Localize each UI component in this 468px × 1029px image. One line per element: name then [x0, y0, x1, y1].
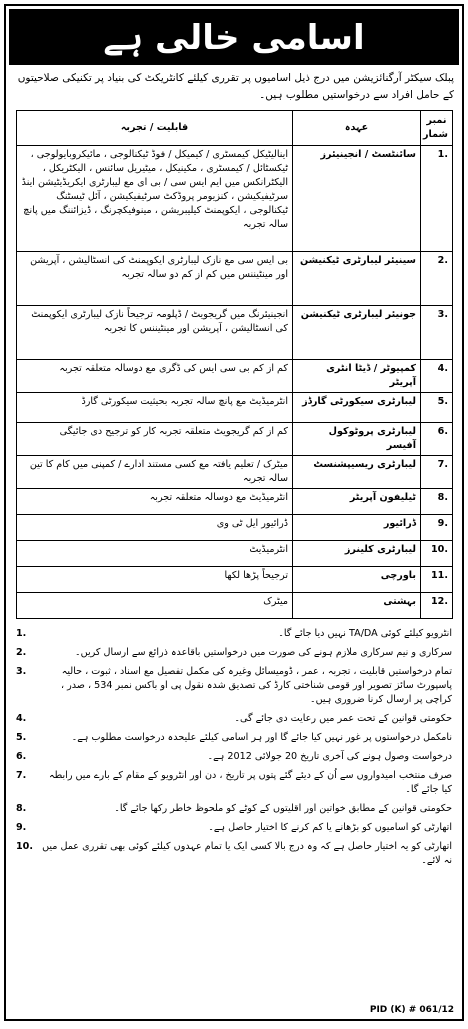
list-item	[16, 627, 452, 641]
table-row	[17, 146, 453, 252]
item-text: حکومتی قوانین کے مطابق خواتین اور اقلیتوں کے کوٹے کو ملحوظ خاطر رکھا جائے گا۔	[114, 803, 452, 814]
item-text: سرکاری و نیم سرکاری ملازم ہونے کی صورت میں درخواستیں باقاعدہ ذرائع سے ارسال کریں۔	[75, 647, 452, 658]
row-post: کمپیوٹر / ڈیٹا انٹری آپریٹر	[293, 360, 421, 393]
header-qualification: قابلیت / تجربہ	[17, 111, 293, 146]
item-text: تمام درخواستیں قابلیت ، تجربہ ، عمر ، ڈومیسائل وغیرہ کی مکمل تفصیل مع اسناد ، ثبوت ، حالیہ پاسپورٹ سائز تصویر اور قومی شناختی کارڈ کی تصدیق شدہ نقول پی او باکس نمبر 534 ، صدر ، کراچی پر ارسال کرنا ضروری ہیں۔	[60, 666, 452, 705]
item-text: اتھارٹی کو اسامیوں کو بڑھانے یا کم کرنے کا اختیار حاصل ہے۔	[208, 822, 452, 833]
row-qualification: انٹرمیڈیٹ مع دوسالہ متعلقہ تجربہ	[17, 489, 293, 515]
header-serial-number: نمبر شمار	[421, 111, 453, 146]
item-text: اتھارٹی کو یہ اختیار حاصل ہے کہ وہ درج بالا کسی ایک یا تمام عہدوں کیلئے کوئی بھی تقرری عمل میں نہ لائے۔	[42, 841, 452, 866]
header-post: عہدہ	[293, 111, 421, 146]
table-row	[17, 593, 453, 619]
row-qualification: کم از کم گریجویٹ متعلقہ تجربہ کار کو ترجیح دی جائیگی	[17, 423, 293, 456]
table-row	[17, 306, 453, 360]
row-post: بہشتی	[293, 593, 421, 619]
row-number: 11.	[421, 567, 453, 593]
row-qualification: انجینیئرنگ میں گریجویٹ / ڈپلومہ ترجیحاً نازک لیبارٹری ایکوپمنٹ کی انسٹالیشن ، آپریشن اور مینٹیننس کا تجربہ	[17, 306, 293, 360]
list-item	[16, 769, 452, 797]
row-post: ڈرائیور	[293, 515, 421, 541]
table-row	[17, 567, 453, 593]
list-item	[16, 731, 452, 745]
table-header-row	[17, 111, 453, 146]
banner-title: اسامی خالی ہے	[103, 17, 365, 58]
table-row	[17, 360, 453, 393]
item-number: 5.	[16, 732, 27, 743]
item-text: صرف منتخب امیدواروں سے اُن کے دیئے گئے پتوں پر تاریخ ، دن اور انٹرویو کے مقام کے بارے میں رابطہ کیا جائے گا۔	[49, 770, 452, 795]
table-row	[17, 393, 453, 423]
item-number: 1.	[16, 628, 27, 639]
vacancy-banner	[9, 9, 459, 65]
row-number: 8.	[421, 489, 453, 515]
item-number: 9.	[16, 822, 27, 833]
list-item	[16, 665, 452, 707]
row-number: 1.	[421, 146, 453, 252]
row-post: سائنٹسٹ / انجینیئرز	[293, 146, 421, 252]
row-number: 9.	[421, 515, 453, 541]
row-post: لیبارٹری کلینرز	[293, 541, 421, 567]
row-number: 5.	[421, 393, 453, 423]
list-item	[16, 646, 452, 660]
table-row	[17, 541, 453, 567]
item-text: انٹرویو کیلئے کوئی TA/DA نہیں دیا جائے گا۔	[278, 628, 452, 639]
row-qualification: بی ایس سی مع نازک لیبارٹری ایکوپمنٹ کی انسٹالیشن ، آپریشن اور مینٹیننس میں کم از کم دو سالہ تجربہ	[17, 252, 293, 306]
item-number: 3.	[16, 666, 27, 677]
row-qualification: اینالیٹیکل کیمسٹری / کیمیکل / فوڈ ٹیکنالوجی ، مائیکروبایولوجی ، ٹیکسٹائل / کیمسٹری ، مکینیکل ، میٹیریل سائنس ، الیکٹریکل ، الیکٹرانکس میں ایم ایس سی / بی ای مع لیبارٹری ایکریڈیٹیشن اینڈ سرٹیفیکیشن ، کنزیومر پروڈکٹ سرٹیفیکیشن ، آئل ٹیسٹنگ ٹیکنالوجی ، ایکوپمنٹ کیلیبریشن ، مینوفیکچرنگ ، ڈیزائننگ میں پانچ سالہ تجربہ	[17, 146, 293, 252]
list-item	[16, 712, 452, 726]
item-number: 6.	[16, 751, 27, 762]
table-row	[17, 423, 453, 456]
row-number: 6.	[421, 423, 453, 456]
row-qualification: ترجیحاً پڑھا لکھا	[17, 567, 293, 593]
row-post: لیبارٹری سیکورٹی گارڈز	[293, 393, 421, 423]
row-post: لیبارٹری ریسیپشنسٹ	[293, 456, 421, 489]
table-row	[17, 252, 453, 306]
table-row	[17, 489, 453, 515]
row-qualification: انٹرمیڈیٹ مع پانچ سالہ تجربہ بحیثیت سیکورٹی گارڈ	[17, 393, 293, 423]
row-qualification: کم از کم بی سی ایس کی ڈگری مع دوسالہ متعلقہ تجربہ	[17, 360, 293, 393]
table-row	[17, 515, 453, 541]
list-item	[16, 821, 452, 835]
row-post: سینیئر لیبارٹری ٹیکنیشن	[293, 252, 421, 306]
list-item	[16, 802, 452, 816]
vacancy-table	[16, 110, 453, 619]
item-text: حکومتی قوانین کے تحت عمر میں رعایت دی جائے گی۔	[234, 713, 452, 724]
row-qualification: ڈرائیور ایل ٹی وی	[17, 515, 293, 541]
row-qualification: انٹرمیڈیٹ	[17, 541, 293, 567]
row-qualification: میٹرک / تعلیم یافتہ مع کسی مستند ادارے / کمپنی میں کام کا تین سالہ تجربہ	[17, 456, 293, 489]
row-qualification: میٹرک	[17, 593, 293, 619]
intro-text: پبلک سیکٹر آرگنائزیشن میں درج ذیل اسامیوں پر تقرری کیلئے کانٹریکٹ کی بنیاد پر تکنیکی صلاحیتوں کے حامل افراد سے درخواستیں مطلوب ہیں۔	[17, 72, 454, 101]
row-number: 4.	[421, 360, 453, 393]
row-number: 7.	[421, 456, 453, 489]
row-post: جونیئر لیبارٹری ٹیکنیشن	[293, 306, 421, 360]
publication-id: PID (K) # 061/12	[369, 1005, 454, 1015]
table-row	[17, 456, 453, 489]
row-number: 10.	[421, 541, 453, 567]
item-text: نامکمل درخواستوں پر غور نہیں کیا جائے گا اور ہر اسامی کیلئے علیحدہ درخواست مطلوب ہے۔	[71, 732, 452, 743]
item-number: 8.	[16, 803, 27, 814]
row-number: 3.	[421, 306, 453, 360]
list-item	[16, 840, 452, 868]
row-number: 12.	[421, 593, 453, 619]
list-item	[16, 750, 452, 764]
advertisement	[4, 4, 464, 1021]
item-number: 4.	[16, 713, 27, 724]
item-number: 10.	[16, 841, 33, 852]
row-number: 2.	[421, 252, 453, 306]
instructions-list	[16, 627, 452, 868]
row-post: ٹیلیفون آپریٹر	[293, 489, 421, 515]
item-number: 2.	[16, 647, 27, 658]
row-post: لیبارٹری پروٹوکول آفیسر	[293, 423, 421, 456]
item-text: درخواست وصول ہونے کی آخری تاریخ 20 جولائی 2012 ہے۔	[207, 751, 452, 762]
item-number: 7.	[16, 770, 27, 781]
row-post: باورچی	[293, 567, 421, 593]
